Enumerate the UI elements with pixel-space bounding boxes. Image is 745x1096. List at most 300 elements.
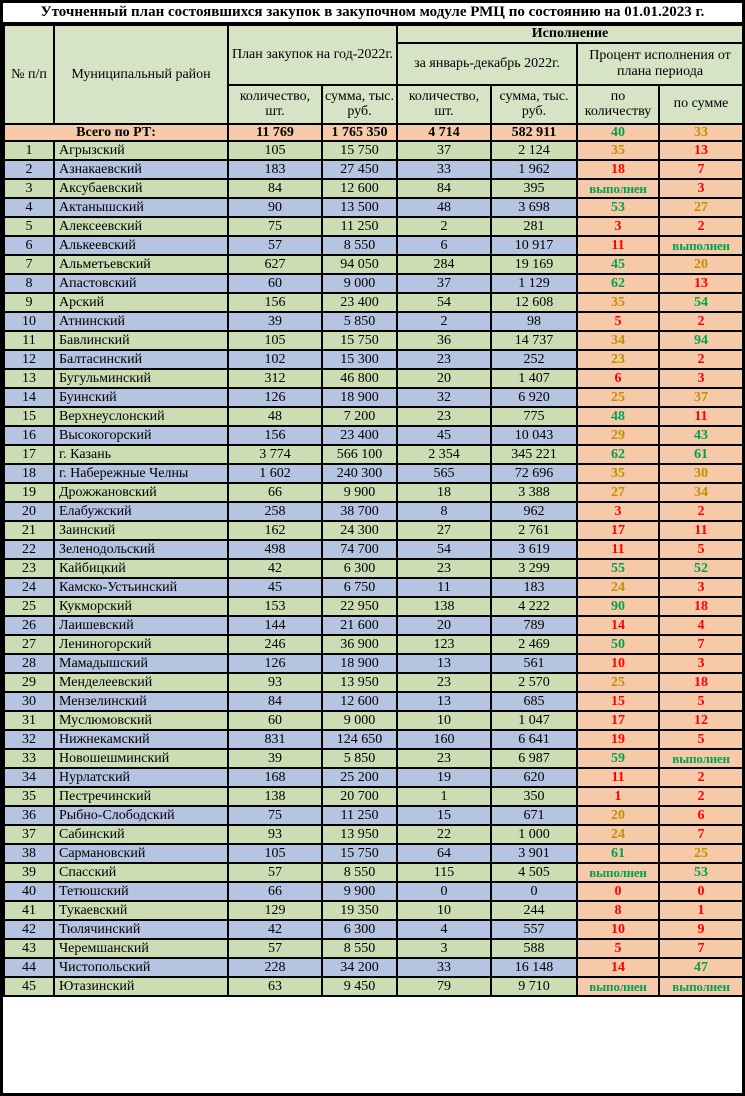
row-number-cell: 17 [4, 445, 54, 464]
district-name-cell: Аксубаевский [54, 179, 228, 198]
table-row [4, 825, 743, 844]
plan-qty-cell: 258 [228, 502, 322, 521]
district-name-cell: Актанышский [54, 198, 228, 217]
exec-sum-cell: 3 698 [491, 198, 577, 217]
exec-sum-cell: 3 388 [491, 483, 577, 502]
pct-sum-cell: 2 [659, 312, 743, 331]
row-number-cell: 39 [4, 863, 54, 882]
plan-qty-cell: 75 [228, 806, 322, 825]
plan-qty-cell: 168 [228, 768, 322, 787]
exec-sum-cell: 4 222 [491, 597, 577, 616]
pct-sum-cell: 13 [659, 274, 743, 293]
plan-sum-cell: 15 300 [322, 350, 397, 369]
plan-sum-cell: 9 900 [322, 882, 397, 901]
exec-qty-cell: 23 [397, 350, 491, 369]
table-row [4, 977, 743, 996]
plan-qty-cell: 66 [228, 483, 322, 502]
exec-sum-cell: 4 505 [491, 863, 577, 882]
exec-sum-cell: 561 [491, 654, 577, 673]
exec-sum-cell: 72 696 [491, 464, 577, 483]
exec-qty-cell: 23 [397, 673, 491, 692]
exec-sum-cell: 775 [491, 407, 577, 426]
plan-sum-cell: 8 550 [322, 939, 397, 958]
district-name-cell: Ютазинский [54, 977, 228, 996]
exec-sum-cell: 2 469 [491, 635, 577, 654]
pct-sum-cell: 5 [659, 540, 743, 559]
row-number-cell: 32 [4, 730, 54, 749]
plan-sum-cell: 240 300 [322, 464, 397, 483]
plan-qty-cell: 156 [228, 293, 322, 312]
pct-sum-cell: 5 [659, 730, 743, 749]
row-number-cell: 19 [4, 483, 54, 502]
table-row [4, 236, 743, 255]
pct-qty-cell: 14 [577, 958, 659, 977]
row-number-cell: 29 [4, 673, 54, 692]
row-number-cell: 9 [4, 293, 54, 312]
exec-qty-cell: 2 [397, 217, 491, 236]
row-number-cell: 35 [4, 787, 54, 806]
exec-qty-cell: 284 [397, 255, 491, 274]
plan-qty-cell: 57 [228, 236, 322, 255]
plan-sum-cell: 6 300 [322, 920, 397, 939]
pct-sum-cell: 27 [659, 198, 743, 217]
pct-sum-cell: 54 [659, 293, 743, 312]
pct-qty-cell: 20 [577, 806, 659, 825]
plan-qty-cell: 102 [228, 350, 322, 369]
pct-qty-cell: 11 [577, 768, 659, 787]
exec-sum-cell: 98 [491, 312, 577, 331]
district-name-cell: Пестречинский [54, 787, 228, 806]
plan-sum-cell: 9 000 [322, 711, 397, 730]
table-row [4, 939, 743, 958]
district-name-cell: Новошешминский [54, 749, 228, 768]
district-name-cell: Менделеевский [54, 673, 228, 692]
pct-sum-cell: 2 [659, 217, 743, 236]
pct-qty-cell: 27 [577, 483, 659, 502]
col-header-percent-group: Процент исполнения от плана периода [577, 43, 743, 85]
exec-qty-cell: 138 [397, 597, 491, 616]
col-header-exec-period: за январь-декабрь 2022г. [397, 43, 577, 85]
district-name-cell: Муслюмовский [54, 711, 228, 730]
exec-sum-cell: 10 043 [491, 426, 577, 445]
pct-sum-cell: 61 [659, 445, 743, 464]
exec-qty-cell: 79 [397, 977, 491, 996]
total-plan-sum-cell: 1 765 350 [322, 124, 397, 142]
row-number-cell: 14 [4, 388, 54, 407]
exec-qty-cell: 13 [397, 654, 491, 673]
table-row [4, 958, 743, 977]
plan-qty-cell: 48 [228, 407, 322, 426]
pct-qty-cell: 19 [577, 730, 659, 749]
exec-sum-cell: 2 570 [491, 673, 577, 692]
plan-sum-cell: 74 700 [322, 540, 397, 559]
district-name-cell: Алькеевский [54, 236, 228, 255]
table-row [4, 920, 743, 939]
table-row [4, 274, 743, 293]
row-number-cell: 7 [4, 255, 54, 274]
plan-sum-cell: 8 550 [322, 863, 397, 882]
table-row [4, 255, 743, 274]
row-number-cell: 3 [4, 179, 54, 198]
plan-sum-cell: 15 750 [322, 141, 397, 160]
district-name-cell: Кукморский [54, 597, 228, 616]
row-number-cell: 28 [4, 654, 54, 673]
plan-qty-cell: 42 [228, 920, 322, 939]
district-name-cell: Кайбицкий [54, 559, 228, 578]
plan-qty-cell: 75 [228, 217, 322, 236]
plan-sum-cell: 21 600 [322, 616, 397, 635]
pct-sum-cell: 7 [659, 939, 743, 958]
row-number-cell: 44 [4, 958, 54, 977]
exec-qty-cell: 15 [397, 806, 491, 825]
plan-qty-cell: 105 [228, 844, 322, 863]
pct-sum-cell: 12 [659, 711, 743, 730]
plan-sum-cell: 18 900 [322, 654, 397, 673]
exec-qty-cell: 4 [397, 920, 491, 939]
row-number-cell: 37 [4, 825, 54, 844]
plan-sum-cell: 12 600 [322, 692, 397, 711]
pct-qty-cell: 17 [577, 711, 659, 730]
total-row [4, 124, 743, 142]
plan-qty-cell: 105 [228, 331, 322, 350]
row-number-cell: 1 [4, 141, 54, 160]
plan-qty-cell: 39 [228, 312, 322, 331]
district-name-cell: Сабинский [54, 825, 228, 844]
row-number-cell: 36 [4, 806, 54, 825]
table-row [4, 312, 743, 331]
pct-sum-cell: 3 [659, 654, 743, 673]
exec-sum-cell: 12 608 [491, 293, 577, 312]
table-row [4, 331, 743, 350]
exec-qty-cell: 2 [397, 312, 491, 331]
exec-qty-cell: 19 [397, 768, 491, 787]
table-row [4, 730, 743, 749]
pct-sum-cell: 3 [659, 578, 743, 597]
plan-sum-cell: 13 500 [322, 198, 397, 217]
table-row [4, 844, 743, 863]
plan-qty-cell: 831 [228, 730, 322, 749]
pct-qty-cell: 62 [577, 274, 659, 293]
pct-sum-cell: 4 [659, 616, 743, 635]
pct-qty-cell: 10 [577, 920, 659, 939]
row-number-cell: 11 [4, 331, 54, 350]
row-number-cell: 16 [4, 426, 54, 445]
plan-qty-cell: 498 [228, 540, 322, 559]
plan-sum-cell: 19 350 [322, 901, 397, 920]
pct-qty-cell: 10 [577, 654, 659, 673]
exec-qty-cell: 3 [397, 939, 491, 958]
exec-sum-cell: 10 917 [491, 236, 577, 255]
table-row [4, 350, 743, 369]
row-number-cell: 42 [4, 920, 54, 939]
district-name-cell: г. Набережные Челны [54, 464, 228, 483]
pct-qty-cell: 15 [577, 692, 659, 711]
pct-sum-cell: 53 [659, 863, 743, 882]
district-name-cell: Зеленодольский [54, 540, 228, 559]
pct-qty-cell: 50 [577, 635, 659, 654]
exec-qty-cell: 84 [397, 179, 491, 198]
exec-sum-cell: 183 [491, 578, 577, 597]
plan-qty-cell: 228 [228, 958, 322, 977]
plan-sum-cell: 36 900 [322, 635, 397, 654]
exec-qty-cell: 123 [397, 635, 491, 654]
exec-qty-cell: 45 [397, 426, 491, 445]
table-row [4, 198, 743, 217]
exec-sum-cell: 1 047 [491, 711, 577, 730]
plan-sum-cell: 34 200 [322, 958, 397, 977]
plan-qty-cell: 126 [228, 388, 322, 407]
district-name-cell: Лаишевский [54, 616, 228, 635]
exec-qty-cell: 20 [397, 616, 491, 635]
plan-sum-cell: 18 900 [322, 388, 397, 407]
plan-qty-cell: 312 [228, 369, 322, 388]
pct-qty-cell: 0 [577, 882, 659, 901]
plan-sum-cell: 7 200 [322, 407, 397, 426]
table-row [4, 388, 743, 407]
plan-sum-cell: 9 900 [322, 483, 397, 502]
exec-sum-cell: 557 [491, 920, 577, 939]
district-name-cell: Тетюшский [54, 882, 228, 901]
exec-sum-cell: 6 641 [491, 730, 577, 749]
plan-sum-cell: 20 700 [322, 787, 397, 806]
exec-qty-cell: 1 [397, 787, 491, 806]
exec-qty-cell: 27 [397, 521, 491, 540]
plan-qty-cell: 183 [228, 160, 322, 179]
plan-sum-cell: 27 450 [322, 160, 397, 179]
table-header [4, 25, 743, 124]
plan-qty-cell: 144 [228, 616, 322, 635]
row-number-cell: 20 [4, 502, 54, 521]
pct-sum-cell: 7 [659, 160, 743, 179]
district-name-cell: Сармановский [54, 844, 228, 863]
exec-qty-cell: 33 [397, 160, 491, 179]
plan-qty-cell: 66 [228, 882, 322, 901]
pct-qty-cell: 53 [577, 198, 659, 217]
district-name-cell: г. Казань [54, 445, 228, 464]
pct-qty-cell: 61 [577, 844, 659, 863]
table-row [4, 369, 743, 388]
exec-qty-cell: 48 [397, 198, 491, 217]
district-name-cell: Бугульминский [54, 369, 228, 388]
pct-sum-cell: 47 [659, 958, 743, 977]
plan-qty-cell: 156 [228, 426, 322, 445]
pct-sum-cell: выполнен [659, 236, 743, 255]
district-name-cell: Елабужский [54, 502, 228, 521]
exec-sum-cell: 671 [491, 806, 577, 825]
pct-sum-cell: 1 [659, 901, 743, 920]
pct-sum-cell: 20 [659, 255, 743, 274]
pct-sum-cell: 2 [659, 350, 743, 369]
plan-qty-cell: 153 [228, 597, 322, 616]
pct-qty-cell: 62 [577, 445, 659, 464]
district-name-cell: Тюлячинский [54, 920, 228, 939]
plan-sum-cell: 38 700 [322, 502, 397, 521]
pct-qty-cell: 29 [577, 426, 659, 445]
district-name-cell: Агрызский [54, 141, 228, 160]
pct-qty-cell: 5 [577, 939, 659, 958]
row-number-cell: 5 [4, 217, 54, 236]
pct-qty-cell: 35 [577, 293, 659, 312]
pct-qty-cell: 34 [577, 331, 659, 350]
exec-sum-cell: 6 920 [491, 388, 577, 407]
table-row [4, 502, 743, 521]
row-number-cell: 30 [4, 692, 54, 711]
total-exec-qty-cell: 4 714 [397, 124, 491, 142]
pct-sum-cell: выполнен [659, 749, 743, 768]
col-header-district: Муниципальный район [54, 25, 228, 124]
district-name-cell: Алексеевский [54, 217, 228, 236]
table-row [4, 160, 743, 179]
table-row [4, 616, 743, 635]
pct-sum-cell: 34 [659, 483, 743, 502]
row-number-cell: 15 [4, 407, 54, 426]
exec-sum-cell: 395 [491, 179, 577, 198]
exec-qty-cell: 23 [397, 749, 491, 768]
exec-qty-cell: 54 [397, 540, 491, 559]
table-row [4, 692, 743, 711]
plan-qty-cell: 84 [228, 179, 322, 198]
plan-sum-cell: 22 950 [322, 597, 397, 616]
pct-sum-cell: 11 [659, 407, 743, 426]
row-number-cell: 45 [4, 977, 54, 996]
pct-qty-cell: 35 [577, 141, 659, 160]
pct-qty-cell: 90 [577, 597, 659, 616]
col-header-pct-qty: по количеству [577, 85, 659, 124]
exec-qty-cell: 23 [397, 559, 491, 578]
pct-qty-cell: 5 [577, 312, 659, 331]
plan-sum-cell: 46 800 [322, 369, 397, 388]
exec-qty-cell: 160 [397, 730, 491, 749]
district-name-cell: Чистопольский [54, 958, 228, 977]
district-name-cell: Дрожжановский [54, 483, 228, 502]
exec-qty-cell: 37 [397, 141, 491, 160]
table-row [4, 673, 743, 692]
plan-sum-cell: 23 400 [322, 293, 397, 312]
exec-sum-cell: 685 [491, 692, 577, 711]
row-number-cell: 26 [4, 616, 54, 635]
row-number-cell: 10 [4, 312, 54, 331]
exec-sum-cell: 345 221 [491, 445, 577, 464]
row-number-cell: 27 [4, 635, 54, 654]
pct-sum-cell: 25 [659, 844, 743, 863]
pct-sum-cell: 30 [659, 464, 743, 483]
plan-sum-cell: 8 550 [322, 236, 397, 255]
pct-sum-cell: 52 [659, 559, 743, 578]
pct-qty-cell: 3 [577, 217, 659, 236]
pct-sum-cell: 2 [659, 787, 743, 806]
district-name-cell: Черемшанский [54, 939, 228, 958]
table-row [4, 407, 743, 426]
table-row [4, 597, 743, 616]
col-header-plan-group: План закупок на год-2022г. [228, 25, 397, 85]
plan-qty-cell: 45 [228, 578, 322, 597]
pct-qty-cell: 35 [577, 464, 659, 483]
plan-qty-cell: 129 [228, 901, 322, 920]
plan-sum-cell: 13 950 [322, 825, 397, 844]
pct-qty-cell: выполнен [577, 179, 659, 198]
table-row [4, 901, 743, 920]
district-name-cell: Верхнеуслонский [54, 407, 228, 426]
district-name-cell: Арский [54, 293, 228, 312]
pct-qty-cell: 25 [577, 673, 659, 692]
table-row [4, 464, 743, 483]
plan-qty-cell: 60 [228, 711, 322, 730]
plan-sum-cell: 94 050 [322, 255, 397, 274]
plan-qty-cell: 57 [228, 939, 322, 958]
pct-qty-cell: 6 [577, 369, 659, 388]
exec-qty-cell: 11 [397, 578, 491, 597]
row-number-cell: 23 [4, 559, 54, 578]
table-row [4, 635, 743, 654]
exec-qty-cell: 32 [397, 388, 491, 407]
exec-qty-cell: 10 [397, 711, 491, 730]
total-label-cell: Всего по РТ: [4, 124, 228, 142]
exec-qty-cell: 54 [397, 293, 491, 312]
exec-qty-cell: 565 [397, 464, 491, 483]
district-name-cell: Мензелинский [54, 692, 228, 711]
table-row [4, 654, 743, 673]
exec-qty-cell: 37 [397, 274, 491, 293]
row-number-cell: 43 [4, 939, 54, 958]
table-row [4, 293, 743, 312]
row-number-cell: 6 [4, 236, 54, 255]
district-name-cell: Бавлинский [54, 331, 228, 350]
plan-sum-cell: 6 750 [322, 578, 397, 597]
district-name-cell: Высокогорский [54, 426, 228, 445]
row-number-cell: 25 [4, 597, 54, 616]
plan-sum-cell: 11 250 [322, 217, 397, 236]
exec-qty-cell: 36 [397, 331, 491, 350]
table-row [4, 787, 743, 806]
exec-sum-cell: 3 619 [491, 540, 577, 559]
table-row [4, 521, 743, 540]
row-number-cell: 34 [4, 768, 54, 787]
district-name-cell: Азнакаевский [54, 160, 228, 179]
pct-qty-cell: 3 [577, 502, 659, 521]
pct-sum-cell: 18 [659, 673, 743, 692]
table-row [4, 426, 743, 445]
row-number-cell: 8 [4, 274, 54, 293]
exec-sum-cell: 1 000 [491, 825, 577, 844]
plan-qty-cell: 90 [228, 198, 322, 217]
district-name-cell: Апастовский [54, 274, 228, 293]
plan-qty-cell: 84 [228, 692, 322, 711]
plan-sum-cell: 15 750 [322, 331, 397, 350]
table-row [4, 217, 743, 236]
district-name-cell: Лениногорский [54, 635, 228, 654]
exec-sum-cell: 962 [491, 502, 577, 521]
plan-qty-cell: 42 [228, 559, 322, 578]
plan-sum-cell: 15 750 [322, 844, 397, 863]
plan-sum-cell: 9 450 [322, 977, 397, 996]
plan-sum-cell: 12 600 [322, 179, 397, 198]
pct-qty-cell: 24 [577, 825, 659, 844]
plan-sum-cell: 24 300 [322, 521, 397, 540]
pct-sum-cell: 13 [659, 141, 743, 160]
row-number-cell: 12 [4, 350, 54, 369]
pct-qty-cell: 11 [577, 540, 659, 559]
pct-qty-cell: 48 [577, 407, 659, 426]
pct-qty-cell: 18 [577, 160, 659, 179]
exec-qty-cell: 64 [397, 844, 491, 863]
table-row [4, 749, 743, 768]
exec-sum-cell: 620 [491, 768, 577, 787]
district-name-cell: Балтасинский [54, 350, 228, 369]
row-number-cell: 31 [4, 711, 54, 730]
pct-sum-cell: 9 [659, 920, 743, 939]
pct-qty-cell: 59 [577, 749, 659, 768]
procurement-table [3, 24, 744, 997]
